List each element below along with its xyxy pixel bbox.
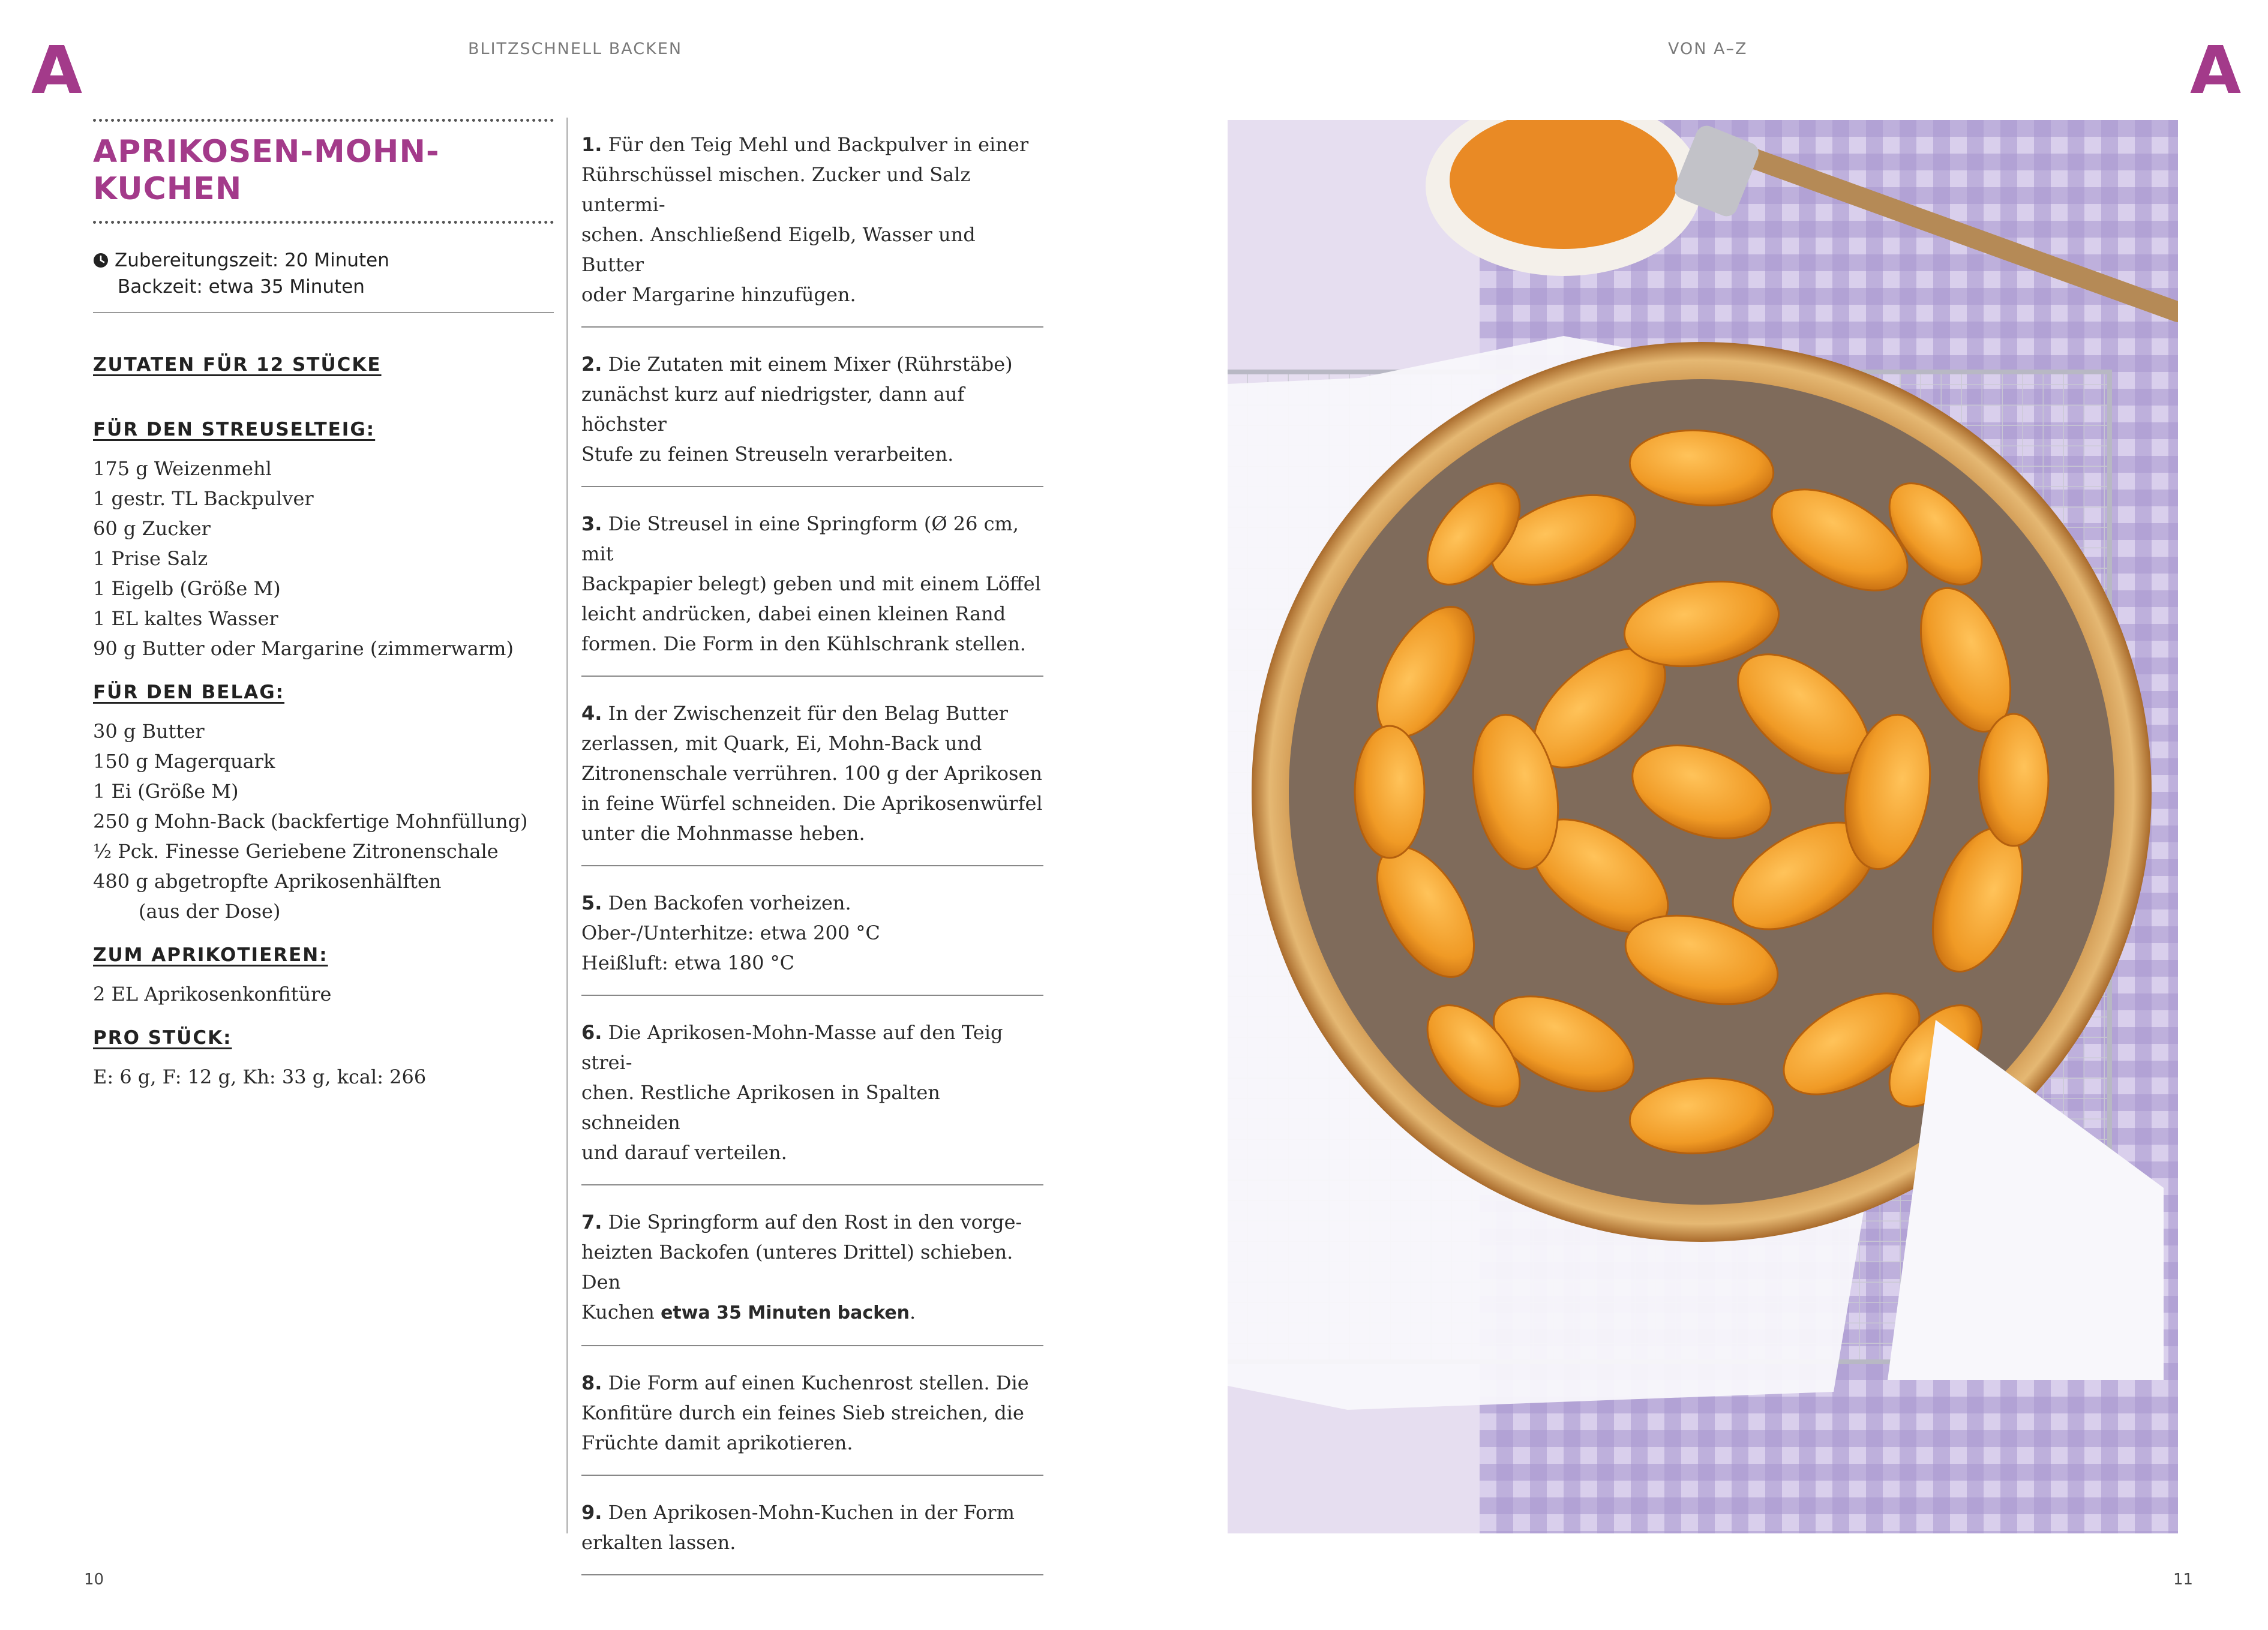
ingredient-line: ½ Pck. Finesse Geriebene Zitronenschale: [93, 840, 499, 863]
bake-time: Backzeit: etwa 35 Minuten: [118, 276, 365, 298]
group-heading: PRO STÜCK:: [93, 1027, 232, 1049]
step-number: 8.: [581, 1371, 602, 1394]
ingredient-group-belag: [93, 682, 549, 926]
step-text: Kuchen: [581, 1301, 661, 1323]
ingredient-line: 1 Eigelb (Größe M): [93, 577, 281, 600]
step-text: Die Form auf einen Kuchenrost stellen. Die: [608, 1371, 1029, 1394]
ingredient-line: 175 g Weizenmehl: [93, 457, 272, 480]
running-head-left: BLITZSCHNELL BACKEN: [468, 40, 683, 58]
prep-time: Zubereitungszeit: 20 Minuten: [115, 250, 389, 271]
step-number: 2.: [581, 353, 602, 376]
step-7: [581, 1202, 1043, 1346]
step-text: zunächst kurz auf niedrigster, dann auf höchster: [581, 383, 965, 436]
step-number: 1.: [581, 133, 602, 156]
ingredient-line: 150 g Magerquark: [93, 750, 275, 773]
step-number: 3.: [581, 512, 602, 535]
cake-photo: [1228, 120, 2178, 1533]
running-head-right: VON A–Z: [1668, 40, 1748, 58]
title-rule-top: [93, 119, 554, 122]
ingredient-line: (aus der Dose): [139, 900, 281, 923]
ingredient-group-aprikotieren: [93, 944, 549, 1009]
step-8: [581, 1363, 1043, 1476]
step-text: Früchte damit aprikotieren.: [581, 1431, 853, 1454]
ingredient-line: 1 Prise Salz: [93, 547, 208, 570]
ingredient-line: 60 g Zucker: [93, 517, 211, 540]
section-letter-left: A: [31, 32, 83, 109]
page-number-right: 11: [2173, 1571, 2194, 1589]
step-text: heizten Backofen (unteres Drittel) schieben. Den: [581, 1241, 1013, 1293]
step-text: In der Zwischenzeit für den Belag Butter: [608, 702, 1008, 725]
step-4: [581, 694, 1043, 866]
step-text: und darauf verteilen.: [581, 1141, 787, 1164]
step-number: 5.: [581, 891, 602, 914]
ingredient-line: 90 g Butter oder Margarine (zimmerwarm): [93, 637, 514, 660]
ingredient-line: 1 gestr. TL Backpulver: [93, 487, 314, 510]
ingredient-line: 2 EL Aprikosenkonfitüre: [93, 983, 332, 1005]
clock-icon: [93, 253, 109, 268]
step-text: Den Aprikosen-Mohn-Kuchen in der Form: [608, 1501, 1015, 1524]
step-text: Für den Teig Mehl und Backpulver in einer: [608, 133, 1029, 156]
title-rule-bottom: [93, 221, 554, 224]
step-text: Rührschüssel mischen. Zucker und Salz untermi-: [581, 163, 971, 216]
step-text: Den Backofen vorheizen.: [608, 891, 851, 914]
step-text: Die Zutaten mit einem Mixer (Rührstäbe): [608, 353, 1013, 376]
section-letter-right: A: [2190, 32, 2242, 109]
step-1: [581, 125, 1043, 328]
ingredient-line: 1 Ei (Größe M): [93, 780, 239, 803]
step-text: Zitronenschale verrühren. 100 g der Aprikosen: [581, 762, 1042, 785]
nutrition-line: E: 6 g, F: 12 g, Kh: 33 g, kcal: 266: [93, 1065, 427, 1088]
step-2: [581, 344, 1043, 487]
step-9: [581, 1493, 1043, 1575]
step-number: 6.: [581, 1021, 602, 1044]
recipe-title: APRIKOSEN-MOHN- KUCHEN: [93, 134, 440, 207]
ingredients: [93, 354, 549, 1110]
step-number: 7.: [581, 1211, 602, 1233]
ingredients-heading: ZUTATEN FÜR 12 STÜCKE: [93, 354, 382, 376]
group-heading: FÜR DEN BELAG:: [93, 682, 285, 703]
step-text: formen. Die Form in den Kühlschrank stellen.: [581, 632, 1026, 655]
ingredient-line: 250 g Mohn-Back (backfertige Mohnfüllung): [93, 810, 528, 833]
cake-illustration: [1228, 120, 2178, 1533]
column-divider: [566, 118, 568, 1533]
nutrition-info: [93, 1027, 549, 1092]
step-text: schen. Anschließend Eigelb, Wasser und Butter: [581, 223, 976, 276]
step-text: erkalten lassen.: [581, 1531, 736, 1554]
ingredient-line: 480 g abgetropfte Aprikosenhälften: [93, 870, 442, 893]
group-heading: FÜR DEN STREUSELTEIG:: [93, 419, 376, 440]
step-text: Die Aprikosen-Mohn-Masse auf den Teig strei-: [581, 1021, 1003, 1074]
method-steps: [581, 125, 1043, 1592]
step-number: 9.: [581, 1501, 602, 1524]
step-text: Die Streusel in eine Springform (Ø 26 cm, mit: [581, 512, 1019, 565]
step-text: .: [910, 1301, 916, 1323]
step-text: unter die Mohnmasse heben.: [581, 822, 865, 845]
step-text: in feine Würfel schneiden. Die Aprikosenwürfel: [581, 792, 1043, 815]
step-text: leicht andrücken, dabei einen kleinen Rand: [581, 602, 1006, 625]
step-text: Die Springform auf den Rost in den vorge-: [608, 1211, 1022, 1233]
ingredient-line: 30 g Butter: [93, 720, 205, 743]
time-rule: [93, 312, 554, 313]
step-3: [581, 504, 1043, 677]
step-text: Backpapier belegt) geben und mit einem Löffel: [581, 572, 1041, 595]
ingredient-group-streuselteig: [93, 419, 549, 664]
time-info: [93, 247, 389, 300]
step-number: 4.: [581, 702, 602, 725]
step-text: oder Margarine hinzufügen.: [581, 283, 856, 306]
step-text: Stufe zu feinen Streuseln verarbeiten.: [581, 443, 954, 466]
step-6: [581, 1013, 1043, 1185]
step-text: chen. Restliche Aprikosen in Spalten schneiden: [581, 1081, 940, 1134]
group-heading: ZUM APRIKOTIEREN:: [93, 944, 328, 966]
step-text: Heißluft: etwa 180 °C: [581, 951, 795, 974]
step-5: [581, 883, 1043, 996]
step-emphasis: etwa 35 Minuten backen: [661, 1302, 910, 1323]
page-number-left: 10: [84, 1571, 104, 1589]
step-text: zerlassen, mit Quark, Ei, Mohn-Back und: [581, 732, 982, 755]
step-text: Ober-/Unterhitze: etwa 200 °C: [581, 921, 880, 944]
ingredient-line: 1 EL kaltes Wasser: [93, 607, 278, 630]
step-text: Konfitüre durch ein feines Sieb streichen, die: [581, 1401, 1024, 1424]
